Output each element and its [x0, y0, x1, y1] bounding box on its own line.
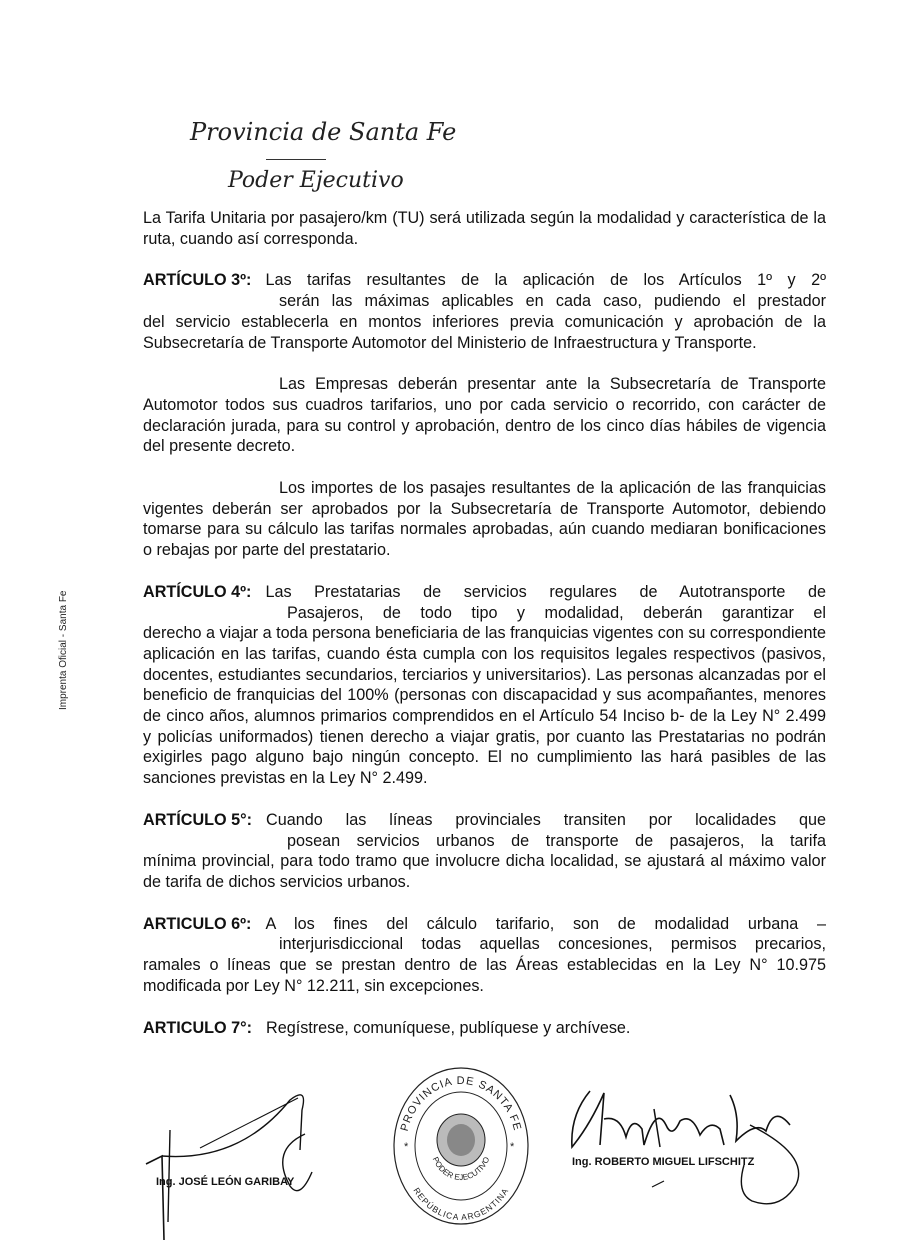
article-6	[143, 914, 826, 997]
article-3-label: ARTÍCULO 3º:	[143, 271, 252, 290]
article-6-body: ramales o líneas que se prestan dentro de las Áreas establecidas en la Ley N° 10.975 modificada por Ley N° 12.211, sin excepciones.	[143, 956, 826, 995]
article-5-second-line: posean servicios urbanos de transporte de pasajeros, la tarifa	[287, 831, 826, 850]
article-3-first-line: Las tarifas resultantes de la aplicación de los Artículos 1º y 2º	[265, 271, 826, 290]
seal-inner-text: PODER EJECUTIVO	[430, 1155, 492, 1183]
article-7	[143, 1018, 826, 1039]
letterhead-divider	[266, 159, 326, 160]
article-6-second-line: interjurisdiccional todas aquellas concesiones, permisos precarios,	[279, 935, 826, 954]
article-4-label: ARTÍCULO 4º:	[143, 582, 252, 601]
article-3-body: del servicio establecerla en montos inferiores previa comunicación y aprobación de la Subsecretaría de Transporte Automotor del Ministerio de Infraestructura y Transporte.	[143, 312, 826, 352]
article-3-paragraph-2: Las Empresas deberán presentar ante la Subsecretaría de Transporte Automotor todos sus cuadros tarifarios, uno por cada servicio o recorrido, con carácter de declaración jurada, para su control y aprobación, dentro de los cinco días hábiles de vigencia del presente decreto.	[143, 375, 826, 456]
article-5-first-line: Cuando las líneas provinciales transiten por localidades que	[266, 810, 826, 829]
signature-right	[560, 1085, 820, 1215]
svg-text:*: *	[404, 1141, 409, 1153]
signature-right-name: Ing. ROBERTO MIGUEL LIFSCHITZ	[572, 1156, 755, 1168]
signature-left-name: Ing. JOSÉ LEÓN GARIBAY	[156, 1176, 295, 1188]
article-5	[143, 810, 826, 893]
article-4-second-line: Pasajeros, de todo tipo y modalidad, deberán garantizar el	[287, 603, 826, 622]
article-3-paragraph-3: Los importes de los pasajes resultantes de la aplicación de las franquicias vigentes deberán ser aprobados por la Subsecretaría de Transporte Automotor, debiendo tomarse para su cálculo las tarifas normales aprobadas, aún cuando mediaran bonificaciones o rebajas por parte del prestatario.	[143, 479, 826, 560]
signature-left-scribble	[140, 1090, 340, 1240]
side-imprint-note: Imprenta Oficial - Santa Fe	[58, 590, 69, 710]
intro-paragraph: La Tarifa Unitaria por pasajero/km (TU) será utilizada según la modalidad y característica de la ruta, cuando así corresponda.	[143, 209, 826, 248]
article-7-text: Regístrese, comuníquese, publíquese y archívese.	[266, 1018, 631, 1037]
letterhead-executive: Poder Ejecutivo	[228, 168, 404, 193]
seal-emblem	[390, 1058, 532, 1226]
document-body	[143, 208, 826, 1038]
seal-top-text: PROVINCIA DE SANTA FE	[398, 1074, 524, 1133]
letterhead-province: Provincia de Santa Fe	[190, 118, 457, 146]
article-6-first-line: A los fines del cálculo tarifario, son de modalidad urbana –	[265, 914, 826, 933]
svg-text:REPÚBLICA ARGENTINA	[411, 1186, 510, 1222]
official-seal	[390, 1058, 532, 1226]
article-4-first-line: Las Prestatarias de servicios regulares de Autotransporte de	[265, 582, 826, 601]
signature-left	[140, 1090, 340, 1240]
article-3-second-line: serán las máximas aplicables en cada caso, pudiendo el prestador	[279, 292, 826, 311]
article-4-body: derecho a viajar a toda persona beneficiaria de las franquicias vigentes con su correspondiente aplicación en las tarifas, cuando ésta cumpla con los requisitos legales respectivos (pasivos, docentes, estudiantes secundarios, terciarios y universitarios). Las personas alcanzadas por el beneficio de franquicias del 100% (personas con discapacidad y sus acompañantes, menores de cinco años, alumnos primarios comprendidos en el Artículo 54 Inciso b- de la Ley N° 2.499 y policías uniformados) tienen derecho a viajar gratis, por cuanto las Prestatarias no podrán exigirles pago alguno bajo ningún concepto. El no cumplimiento las hará pasibles de las sanciones previstas en la Ley N° 2.499.	[143, 624, 826, 788]
svg-text:*: *	[510, 1141, 515, 1153]
article-6-label: ARTICULO 6º:	[143, 914, 252, 933]
seal-bottom-text: REPÚBLICA ARGENTINA	[411, 1185, 511, 1223]
article-5-label: ARTÍCULO 5°:	[143, 810, 252, 829]
article-5-body: mínima provincial, para todo tramo que involucre dicha localidad, se ajustará al máximo valor de tarifa de dichos servicios urbanos.	[143, 852, 826, 891]
signature-right-scribble	[560, 1085, 820, 1215]
article-4	[143, 582, 826, 789]
article-7-label: ARTICULO 7°:	[143, 1018, 252, 1037]
article-3	[143, 270, 826, 353]
